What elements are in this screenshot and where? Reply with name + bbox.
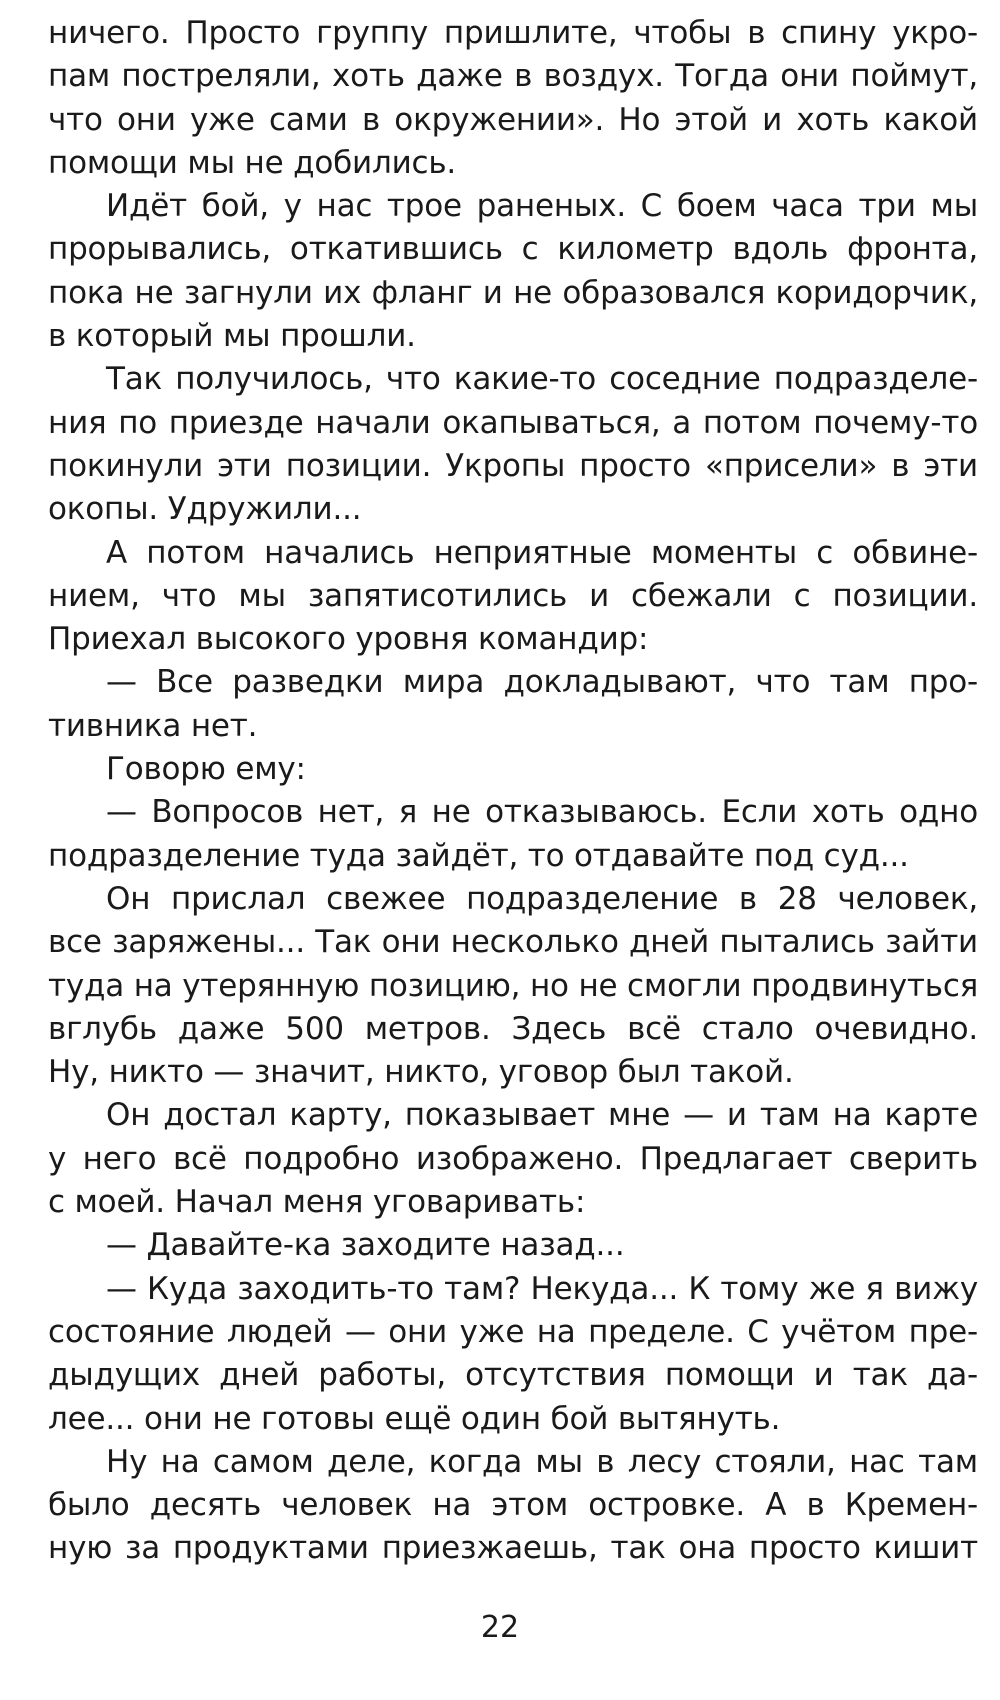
text-line: Ну, никто — значит, никто, уговор был такой.: [48, 1054, 794, 1091]
text-line: у него всё подробно изображено. Предлагает сверить: [48, 1140, 978, 1177]
text-line: ничего. Просто группу пришлите, чтобы в спину укро-: [48, 15, 978, 51]
text-line: вглубь даже 500 метров. Здесь всё стало очевидно.: [48, 1010, 978, 1047]
text-line: Он прислал свежее подразделение в 28 человек,: [106, 880, 978, 917]
text-line: дыдущих дней работы, отсутствия помощи и так да-: [48, 1357, 978, 1394]
text-line: нием, что мы запятисотились и сбежали с позиции.: [48, 577, 978, 614]
text-line: — Куда заходить-то там? Некуда... К тому же я вижу: [106, 1270, 978, 1307]
text-line: Идёт бой, у нас трое раненых. С боем часа три мы: [106, 188, 978, 225]
text-line: ную за продуктами приезжаешь, так она просто кишит: [48, 1530, 978, 1567]
text-line: тивника нет.: [48, 707, 258, 744]
text-line: пам постреляли, хоть даже в воздух. Тогда они поймут,: [48, 58, 978, 95]
page-body: [48, 12, 978, 1571]
text-line: в который мы прошли.: [48, 318, 416, 355]
text-line: Ну на самом деле, когда мы в лесу стояли, нас там: [106, 1443, 978, 1480]
text-line: — Все разведки мира докладывают, что там про-: [106, 664, 978, 701]
text-line: что они уже сами в окружении». Но этой и хоть какой: [48, 101, 978, 138]
text-line: покинули эти позиции. Укропы просто «присели» в эти: [48, 447, 978, 484]
text-line: помощи мы не добились.: [48, 144, 457, 181]
text-line: пока не загнули их фланг и не образовался коридорчик,: [48, 274, 978, 311]
text-line: Говорю ему:: [106, 751, 306, 788]
text-line: ния по приезде начали окапываться, а потом почему-то: [48, 404, 978, 441]
text-line: Приехал высокого уровня командир:: [48, 621, 649, 658]
text-line: — Вопросов нет, я не отказываюсь. Если хоть одно: [106, 794, 978, 831]
text-line: Так получилось, что какие-то соседние подразделе-: [106, 361, 978, 398]
text-line: было десять человек на этом островке. А в Кремен-: [48, 1487, 978, 1524]
text-line: все заряжены... Так они несколько дней пытались зайти: [48, 924, 978, 961]
text-line: подразделение туда зайдёт, то отдавайте под суд...: [48, 837, 909, 874]
text-line: туда на утерянную позицию, но не смогли продвинуться: [48, 967, 978, 1004]
text-line: А потом начались неприятные моменты с обвине-: [106, 534, 978, 571]
text-line: с моей. Начал меня уговаривать:: [48, 1184, 586, 1221]
text-line: Он достал карту, показывает мне — и там на карте: [106, 1097, 978, 1134]
text-line: лее... они не готовы ещё один бой вытянуть.: [48, 1400, 781, 1437]
text-line: — Давайте-ка заходите назад...: [106, 1227, 625, 1264]
page-number: 22: [480, 1610, 520, 1645]
text-line: окопы. Удружили...: [48, 491, 362, 528]
text-line: прорывались, откатившись с километр вдоль фронта,: [48, 231, 978, 268]
text-line: состояние людей — они уже на пределе. С учётом пре-: [48, 1313, 978, 1350]
